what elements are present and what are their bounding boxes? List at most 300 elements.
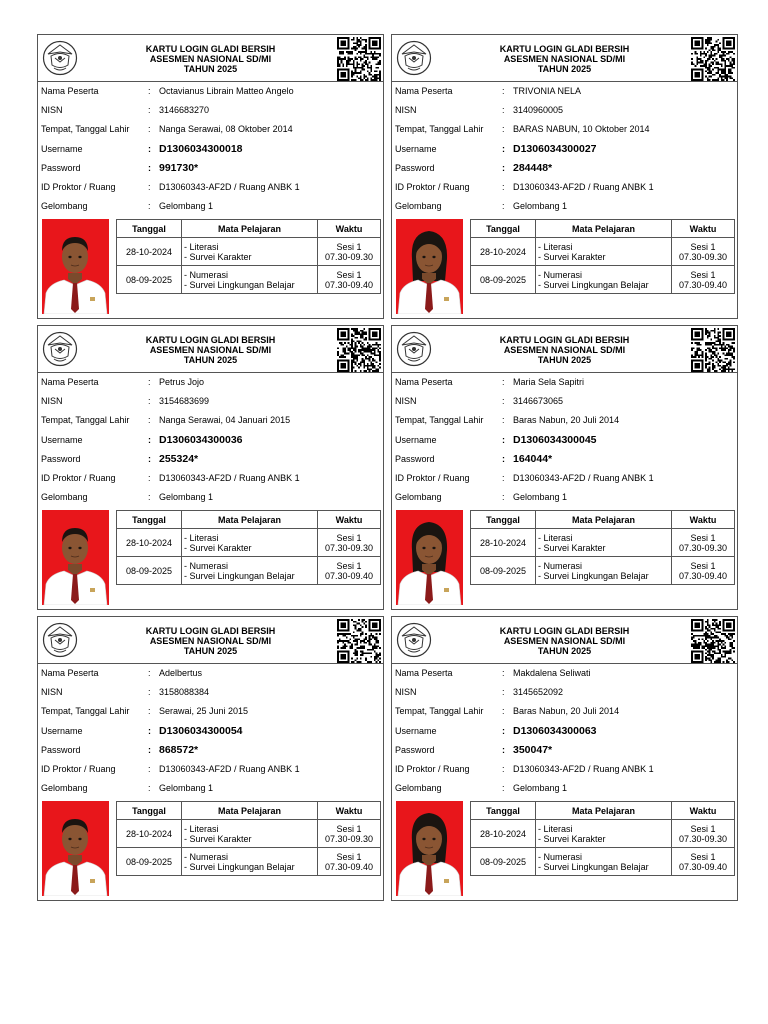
schedule-row bbox=[471, 848, 735, 876]
card-title-line: TAHUN 2025 bbox=[537, 64, 592, 74]
schedule-header-row bbox=[117, 511, 381, 529]
subject-item: - Survei Karakter bbox=[538, 251, 606, 262]
field-birth: Tempat, Tanggal Lahir : Baras Nabun, 20 Juli 2014 bbox=[395, 415, 620, 426]
field-name: Nama Peserta : TRIVONIA NELA bbox=[395, 86, 582, 96]
subject-item: - Survei Karakter bbox=[184, 833, 252, 844]
field-label: Username bbox=[41, 725, 83, 736]
schedule-subjects bbox=[182, 238, 318, 266]
field-birth: Tempat, Tanggal Lahir : Nanga Serawai, 04 Januari 2015 bbox=[41, 415, 291, 426]
schedule-date: 08-09-2025 bbox=[471, 848, 536, 876]
subject-item: - Literasi bbox=[538, 241, 573, 252]
field-label: ID Proktor / Ruang bbox=[395, 181, 470, 192]
subject-item: - Survei Lingkungan Belajar bbox=[184, 861, 295, 872]
participant-birth: Baras Nabun, 20 Juli 2014 bbox=[513, 415, 620, 426]
subject-item: - Literasi bbox=[184, 532, 219, 543]
subject-item: - Numerasi bbox=[538, 560, 583, 571]
schedule-header-subject: Mata Pelajaran bbox=[536, 511, 672, 529]
subject-item: - Survei Karakter bbox=[538, 542, 606, 553]
schedule-time bbox=[672, 848, 735, 876]
tut-wuri-handayani-logo-icon bbox=[396, 331, 432, 367]
field-label: Nama Peserta bbox=[395, 86, 453, 96]
card-title-line: TAHUN 2025 bbox=[537, 355, 592, 365]
schedule-time bbox=[318, 266, 381, 294]
schedule-row bbox=[117, 557, 381, 585]
field-password: Password : 284448* bbox=[395, 161, 553, 174]
subject-item: - Survei Karakter bbox=[184, 251, 252, 262]
field-name: Nama Peserta : Adelbertus bbox=[41, 668, 203, 678]
time-range: 07.30-09.30 bbox=[324, 833, 374, 844]
field-label: Nama Peserta bbox=[41, 377, 99, 387]
subject-item: - Survei Lingkungan Belajar bbox=[538, 570, 649, 581]
field-username: Username : D1306034300036 bbox=[41, 433, 243, 446]
session-label: Sesi 1 bbox=[336, 851, 362, 862]
field-label: Gelombang bbox=[395, 492, 442, 503]
field-password: Password : 868572* bbox=[41, 743, 199, 756]
schedule-table bbox=[470, 510, 735, 585]
time-range: 07.30-09.40 bbox=[324, 279, 374, 290]
field-label: Username bbox=[395, 143, 437, 154]
schedule-row bbox=[471, 557, 735, 585]
card-title-line: ASESMEN NASIONAL SD/MI bbox=[149, 54, 272, 64]
schedule-header-row bbox=[471, 511, 735, 529]
schedule-header-subject: Mata Pelajaran bbox=[182, 802, 318, 820]
schedule-header-subject: Mata Pelajaran bbox=[536, 802, 672, 820]
subject-item: - Literasi bbox=[538, 823, 573, 834]
participant-nisn: 3146683270 bbox=[159, 105, 210, 116]
field-label: Username bbox=[395, 434, 437, 445]
field-label: NISN bbox=[41, 396, 63, 407]
card-title bbox=[432, 626, 697, 656]
field-password: Password : 255324* bbox=[41, 452, 199, 465]
participant-password: 255324* bbox=[159, 452, 199, 465]
student-boy-photo bbox=[42, 219, 109, 314]
participant-birth: Nanga Serawai, 08 Oktober 2014 bbox=[159, 124, 293, 135]
field-password: Password : 991730* bbox=[41, 161, 199, 174]
field-birth: Tempat, Tanggal Lahir : Nanga Serawai, 08 Oktober 2014 bbox=[41, 124, 293, 135]
card-title-line: TAHUN 2025 bbox=[183, 355, 238, 365]
card-title-line: ASESMEN NASIONAL SD/MI bbox=[149, 636, 272, 646]
field-username: Username : D1306034300063 bbox=[395, 724, 597, 737]
participant-password: 991730* bbox=[159, 161, 199, 174]
card-header bbox=[38, 326, 383, 373]
session-label: Sesi 1 bbox=[336, 269, 362, 280]
schedule-header-subject: Mata Pelajaran bbox=[536, 220, 672, 238]
schedule-time bbox=[672, 820, 735, 848]
participant-password: 350047* bbox=[513, 743, 553, 756]
student-girl-photo bbox=[396, 510, 463, 605]
schedule-table bbox=[470, 801, 735, 876]
participant-birth: Nanga Serawai, 04 Januari 2015 bbox=[159, 415, 291, 426]
schedule-header-row bbox=[471, 802, 735, 820]
student-boy-photo bbox=[42, 510, 109, 605]
session-label: Sesi 1 bbox=[690, 532, 716, 543]
schedule-time bbox=[318, 529, 381, 557]
card-title bbox=[78, 335, 343, 365]
schedule-table bbox=[116, 801, 381, 876]
field-label: NISN bbox=[395, 687, 417, 698]
student-boy-photo bbox=[42, 801, 109, 896]
schedule-date: 28-10-2024 bbox=[117, 238, 182, 266]
participant-wave: Gelombang 1 bbox=[159, 492, 214, 503]
schedule-header-date: Tanggal bbox=[471, 511, 536, 529]
participant-username: D1306034300063 bbox=[513, 724, 597, 737]
schedule-row bbox=[471, 266, 735, 294]
subject-item: - Numerasi bbox=[184, 560, 229, 571]
field-proctor: ID Proktor / Ruang : D13060343-AF2D / Ruang ANBK 1 bbox=[395, 472, 654, 483]
subject-item: - Survei Lingkungan Belajar bbox=[184, 570, 295, 581]
qr-code-icon bbox=[690, 328, 736, 372]
field-name: Nama Peserta : Petrus Jojo bbox=[41, 377, 205, 387]
participant-wave: Gelombang 1 bbox=[159, 783, 214, 794]
qr-code-icon bbox=[336, 328, 382, 372]
qr-code-icon bbox=[690, 37, 736, 81]
schedule-row bbox=[117, 820, 381, 848]
session-label: Sesi 1 bbox=[336, 241, 362, 252]
card-title bbox=[78, 44, 343, 74]
field-birth: Tempat, Tanggal Lahir : Baras Nabun, 20 Juli 2014 bbox=[395, 706, 620, 717]
field-wave: Gelombang : Gelombang 1 bbox=[395, 492, 568, 503]
participant-proctor: D13060343-AF2D / Ruang ANBK 1 bbox=[513, 181, 654, 192]
schedule-table bbox=[470, 219, 735, 294]
participant-wave: Gelombang 1 bbox=[513, 201, 568, 212]
card-title-line: KARTU LOGIN GLADI BERSIH bbox=[499, 335, 630, 345]
schedule-time bbox=[672, 238, 735, 266]
card-header bbox=[392, 35, 737, 82]
schedule-subjects bbox=[182, 529, 318, 557]
schedule-row bbox=[471, 238, 735, 266]
participant-name: Makdalena Seliwati bbox=[513, 668, 591, 678]
session-label: Sesi 1 bbox=[690, 241, 716, 252]
participant-nisn: 3154683699 bbox=[159, 396, 210, 407]
subject-item: - Numerasi bbox=[538, 269, 583, 280]
participant-username: D1306034300027 bbox=[513, 142, 597, 155]
login-card bbox=[37, 325, 384, 610]
schedule-header-time: Waktu bbox=[318, 802, 381, 820]
schedule-subjects bbox=[182, 266, 318, 294]
field-nisn: NISN : 3145652092 bbox=[395, 687, 564, 698]
field-label: Gelombang bbox=[395, 783, 442, 794]
field-label: ID Proktor / Ruang bbox=[395, 763, 470, 774]
student-girl-photo bbox=[396, 219, 463, 314]
time-range: 07.30-09.40 bbox=[678, 861, 728, 872]
field-proctor: ID Proktor / Ruang : D13060343-AF2D / Ruang ANBK 1 bbox=[395, 763, 654, 774]
field-label: Tempat, Tanggal Lahir bbox=[395, 415, 484, 426]
schedule-header-date: Tanggal bbox=[117, 220, 182, 238]
login-card-grid bbox=[37, 34, 738, 901]
field-nisn: NISN : 3140960005 bbox=[395, 105, 564, 116]
field-label: ID Proktor / Ruang bbox=[41, 181, 116, 192]
participant-name: Maria Sela Sapitri bbox=[513, 377, 585, 387]
subject-item: - Numerasi bbox=[184, 269, 229, 280]
student-girl-photo bbox=[396, 801, 463, 896]
schedule-row bbox=[471, 820, 735, 848]
subject-item: - Survei Karakter bbox=[538, 833, 606, 844]
session-label: Sesi 1 bbox=[336, 560, 362, 571]
login-card bbox=[391, 34, 738, 319]
schedule-header-subject: Mata Pelajaran bbox=[182, 511, 318, 529]
schedule-time bbox=[318, 820, 381, 848]
time-range: 07.30-09.40 bbox=[324, 570, 374, 581]
participant-fields bbox=[392, 82, 737, 216]
tut-wuri-handayani-logo-icon bbox=[42, 622, 78, 658]
participant-username: D1306034300045 bbox=[513, 433, 597, 446]
field-wave: Gelombang : Gelombang 1 bbox=[41, 492, 214, 503]
session-label: Sesi 1 bbox=[690, 823, 716, 834]
time-range: 07.30-09.40 bbox=[678, 279, 728, 290]
field-wave: Gelombang : Gelombang 1 bbox=[41, 201, 214, 212]
schedule-row bbox=[117, 848, 381, 876]
schedule-header-subject: Mata Pelajaran bbox=[182, 220, 318, 238]
participant-wave: Gelombang 1 bbox=[159, 201, 214, 212]
field-label: NISN bbox=[395, 396, 417, 407]
session-label: Sesi 1 bbox=[336, 823, 362, 834]
subject-item: - Survei Lingkungan Belajar bbox=[184, 279, 295, 290]
time-range: 07.30-09.30 bbox=[324, 542, 374, 553]
card-header bbox=[392, 617, 737, 664]
qr-code-icon bbox=[336, 619, 382, 663]
field-wave: Gelombang : Gelombang 1 bbox=[395, 783, 568, 794]
schedule-row bbox=[471, 529, 735, 557]
qr-code-icon bbox=[690, 619, 736, 663]
field-password: Password : 350047* bbox=[395, 743, 553, 756]
card-header bbox=[38, 617, 383, 664]
schedule-header-date: Tanggal bbox=[117, 511, 182, 529]
schedule-header-date: Tanggal bbox=[471, 220, 536, 238]
participant-birth: Baras Nabun, 20 Juli 2014 bbox=[513, 706, 620, 717]
field-label: Gelombang bbox=[41, 492, 88, 503]
participant-birth: BARAS NABUN, 10 Oktober 2014 bbox=[513, 124, 650, 135]
field-label: NISN bbox=[41, 687, 63, 698]
field-nisn: NISN : 3158088384 bbox=[41, 687, 210, 698]
participant-fields bbox=[392, 664, 737, 798]
time-range: 07.30-09.40 bbox=[324, 861, 374, 872]
field-label: Password bbox=[41, 162, 81, 173]
card-title-line: TAHUN 2025 bbox=[183, 646, 238, 656]
schedule-header-row bbox=[471, 220, 735, 238]
schedule-header-row bbox=[117, 802, 381, 820]
field-birth: Tempat, Tanggal Lahir : BARAS NABUN, 10 Oktober 2014 bbox=[395, 124, 650, 135]
schedule-subjects bbox=[536, 529, 672, 557]
schedule-date: 08-09-2025 bbox=[117, 266, 182, 294]
qr-code-icon bbox=[336, 37, 382, 81]
field-label: Gelombang bbox=[41, 783, 88, 794]
participant-fields bbox=[38, 373, 383, 507]
time-range: 07.30-09.30 bbox=[678, 833, 728, 844]
subject-item: - Literasi bbox=[538, 532, 573, 543]
field-proctor: ID Proktor / Ruang : D13060343-AF2D / Ruang ANBK 1 bbox=[41, 181, 300, 192]
session-label: Sesi 1 bbox=[690, 269, 716, 280]
schedule-date: 08-09-2025 bbox=[117, 848, 182, 876]
field-label: Nama Peserta bbox=[395, 377, 453, 387]
schedule-subjects bbox=[536, 238, 672, 266]
participant-password: 284448* bbox=[513, 161, 553, 174]
participant-password: 164044* bbox=[513, 452, 553, 465]
field-label: Password bbox=[41, 453, 81, 464]
participant-name: Adelbertus bbox=[159, 668, 203, 678]
field-label: ID Proktor / Ruang bbox=[395, 472, 470, 483]
field-label: Nama Peserta bbox=[395, 668, 453, 678]
schedule-header-time: Waktu bbox=[318, 511, 381, 529]
field-label: Tempat, Tanggal Lahir bbox=[41, 124, 130, 135]
card-title-line: TAHUN 2025 bbox=[183, 64, 238, 74]
schedule-subjects bbox=[536, 820, 672, 848]
field-label: Tempat, Tanggal Lahir bbox=[395, 124, 484, 135]
schedule-header-date: Tanggal bbox=[471, 802, 536, 820]
schedule-subjects bbox=[182, 848, 318, 876]
participant-username: D1306034300036 bbox=[159, 433, 243, 446]
schedule-date: 08-09-2025 bbox=[471, 266, 536, 294]
field-label: NISN bbox=[395, 105, 417, 116]
participant-name: Petrus Jojo bbox=[159, 377, 205, 387]
schedule-subjects bbox=[182, 820, 318, 848]
time-range: 07.30-09.30 bbox=[678, 251, 728, 262]
field-nisn: NISN : 3146673065 bbox=[395, 396, 564, 407]
card-title-line: ASESMEN NASIONAL SD/MI bbox=[503, 636, 626, 646]
field-nisn: NISN : 3154683699 bbox=[41, 396, 210, 407]
time-range: 07.30-09.40 bbox=[678, 570, 728, 581]
schedule-time bbox=[672, 557, 735, 585]
schedule-time bbox=[318, 557, 381, 585]
participant-name: TRIVONIA NELA bbox=[513, 86, 582, 96]
login-card bbox=[391, 325, 738, 610]
field-username: Username : D1306034300054 bbox=[41, 724, 243, 737]
schedule-header-date: Tanggal bbox=[117, 802, 182, 820]
participant-proctor: D13060343-AF2D / Ruang ANBK 1 bbox=[513, 472, 654, 483]
participant-birth: Serawai, 25 Juni 2015 bbox=[159, 706, 249, 717]
schedule-time bbox=[318, 238, 381, 266]
field-label: Password bbox=[395, 162, 435, 173]
field-name: Nama Peserta : Makdalena Seliwati bbox=[395, 668, 591, 678]
tut-wuri-handayani-logo-icon bbox=[42, 40, 78, 76]
schedule-table bbox=[116, 219, 381, 294]
field-label: Username bbox=[395, 725, 437, 736]
participant-proctor: D13060343-AF2D / Ruang ANBK 1 bbox=[159, 181, 300, 192]
session-label: Sesi 1 bbox=[690, 851, 716, 862]
participant-wave: Gelombang 1 bbox=[513, 492, 568, 503]
participant-nisn: 3158088384 bbox=[159, 687, 210, 698]
participant-nisn: 3146673065 bbox=[513, 396, 564, 407]
card-title-line: KARTU LOGIN GLADI BERSIH bbox=[499, 44, 630, 54]
schedule-time bbox=[318, 848, 381, 876]
session-label: Sesi 1 bbox=[336, 532, 362, 543]
tut-wuri-handayani-logo-icon bbox=[396, 622, 432, 658]
subject-item: - Numerasi bbox=[538, 851, 583, 862]
schedule-header-time: Waktu bbox=[672, 511, 735, 529]
participant-nisn: 3140960005 bbox=[513, 105, 564, 116]
schedule-header-time: Waktu bbox=[672, 220, 735, 238]
card-title bbox=[78, 626, 343, 656]
schedule-subjects bbox=[182, 557, 318, 585]
login-card bbox=[391, 616, 738, 901]
schedule-date: 28-10-2024 bbox=[117, 820, 182, 848]
card-title bbox=[432, 44, 697, 74]
schedule-row bbox=[117, 529, 381, 557]
field-label: Nama Peserta bbox=[41, 668, 99, 678]
schedule-table bbox=[116, 510, 381, 585]
participant-fields bbox=[392, 373, 737, 507]
card-header bbox=[392, 326, 737, 373]
participant-password: 868572* bbox=[159, 743, 199, 756]
tut-wuri-handayani-logo-icon bbox=[42, 331, 78, 367]
subject-item: - Survei Karakter bbox=[184, 542, 252, 553]
field-wave: Gelombang : Gelombang 1 bbox=[395, 201, 568, 212]
participant-fields bbox=[38, 82, 383, 216]
field-proctor: ID Proktor / Ruang : D13060343-AF2D / Ruang ANBK 1 bbox=[395, 181, 654, 192]
field-label: Password bbox=[395, 453, 435, 464]
field-proctor: ID Proktor / Ruang : D13060343-AF2D / Ruang ANBK 1 bbox=[41, 472, 300, 483]
field-proctor: ID Proktor / Ruang : D13060343-AF2D / Ruang ANBK 1 bbox=[41, 763, 300, 774]
schedule-subjects bbox=[536, 848, 672, 876]
field-label: ID Proktor / Ruang bbox=[41, 472, 116, 483]
subject-item: - Numerasi bbox=[184, 851, 229, 862]
field-wave: Gelombang : Gelombang 1 bbox=[41, 783, 214, 794]
schedule-date: 28-10-2024 bbox=[471, 238, 536, 266]
schedule-date: 28-10-2024 bbox=[117, 529, 182, 557]
subject-item: - Literasi bbox=[184, 241, 219, 252]
field-username: Username : D1306034300045 bbox=[395, 433, 597, 446]
field-label: NISN bbox=[41, 105, 63, 116]
card-title-line: ASESMEN NASIONAL SD/MI bbox=[503, 54, 626, 64]
field-name: Nama Peserta : Octavianus Librain Matteo Angelo bbox=[41, 86, 294, 96]
field-label: Tempat, Tanggal Lahir bbox=[41, 706, 130, 717]
subject-item: - Survei Lingkungan Belajar bbox=[538, 279, 649, 290]
card-title-line: ASESMEN NASIONAL SD/MI bbox=[149, 345, 272, 355]
field-name: Nama Peserta : Maria Sela Sapitri bbox=[395, 377, 585, 387]
field-label: Password bbox=[395, 744, 435, 755]
field-label: ID Proktor / Ruang bbox=[41, 763, 116, 774]
schedule-date: 08-09-2025 bbox=[471, 557, 536, 585]
schedule-header-row bbox=[117, 220, 381, 238]
tut-wuri-handayani-logo-icon bbox=[396, 40, 432, 76]
time-range: 07.30-09.30 bbox=[678, 542, 728, 553]
field-username: Username : D1306034300027 bbox=[395, 142, 597, 155]
card-title-line: KARTU LOGIN GLADI BERSIH bbox=[145, 626, 276, 636]
participant-fields bbox=[38, 664, 383, 798]
card-title-line: TAHUN 2025 bbox=[537, 646, 592, 656]
card-title-line: ASESMEN NASIONAL SD/MI bbox=[503, 345, 626, 355]
field-label: Tempat, Tanggal Lahir bbox=[395, 706, 484, 717]
subject-item: - Survei Lingkungan Belajar bbox=[538, 861, 649, 872]
participant-proctor: D13060343-AF2D / Ruang ANBK 1 bbox=[513, 763, 654, 774]
card-title-line: KARTU LOGIN GLADI BERSIH bbox=[145, 44, 276, 54]
participant-nisn: 3145652092 bbox=[513, 687, 564, 698]
field-label: Username bbox=[41, 143, 83, 154]
schedule-date: 28-10-2024 bbox=[471, 820, 536, 848]
participant-username: D1306034300018 bbox=[159, 142, 243, 155]
participant-proctor: D13060343-AF2D / Ruang ANBK 1 bbox=[159, 472, 300, 483]
schedule-header-time: Waktu bbox=[672, 802, 735, 820]
card-title-line: KARTU LOGIN GLADI BERSIH bbox=[499, 626, 630, 636]
schedule-row bbox=[117, 238, 381, 266]
field-label: Password bbox=[41, 744, 81, 755]
field-label: Username bbox=[41, 434, 83, 445]
field-username: Username : D1306034300018 bbox=[41, 142, 243, 155]
field-nisn: NISN : 3146683270 bbox=[41, 105, 210, 116]
card-title-line: KARTU LOGIN GLADI BERSIH bbox=[145, 335, 276, 345]
login-card bbox=[37, 616, 384, 901]
participant-username: D1306034300054 bbox=[159, 724, 243, 737]
schedule-time bbox=[672, 529, 735, 557]
card-title bbox=[432, 335, 697, 365]
field-label: Gelombang bbox=[395, 201, 442, 212]
time-range: 07.30-09.30 bbox=[324, 251, 374, 262]
schedule-row bbox=[117, 266, 381, 294]
participant-wave: Gelombang 1 bbox=[513, 783, 568, 794]
session-label: Sesi 1 bbox=[690, 560, 716, 571]
schedule-date: 28-10-2024 bbox=[471, 529, 536, 557]
card-header bbox=[38, 35, 383, 82]
field-label: Nama Peserta bbox=[41, 86, 99, 96]
